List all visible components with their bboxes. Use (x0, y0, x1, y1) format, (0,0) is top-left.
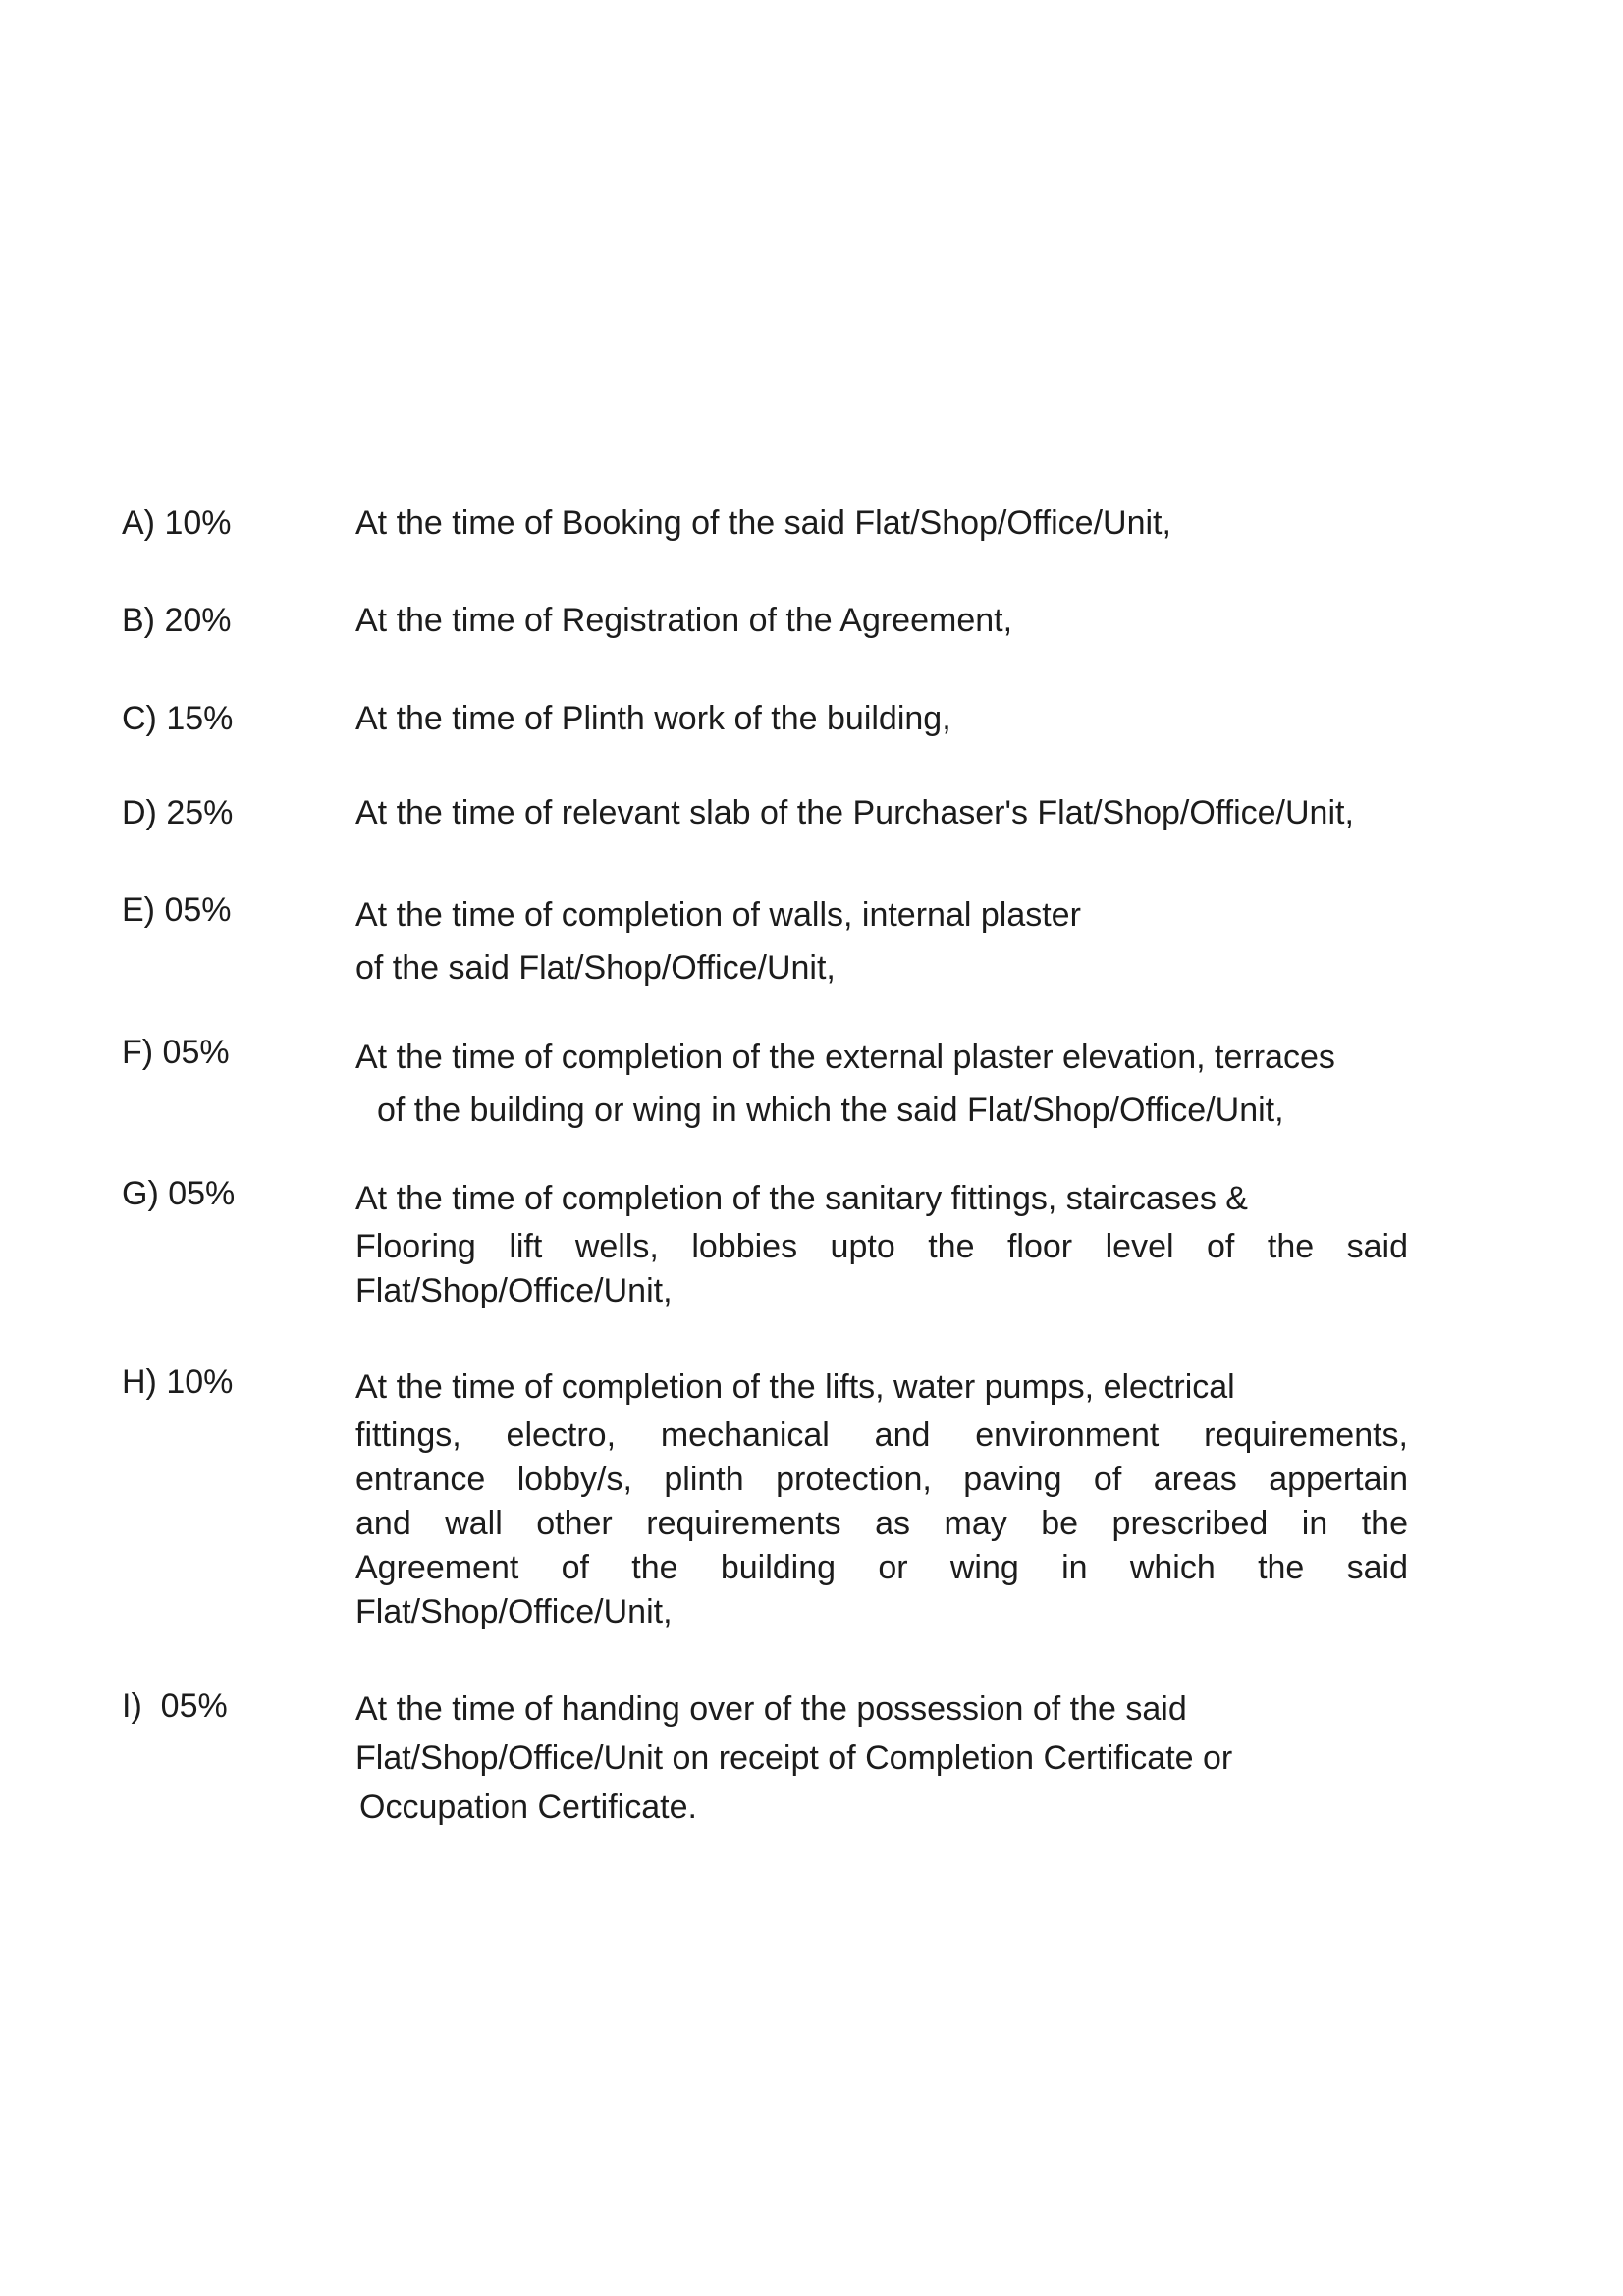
description-line: fittings, electro, mechanical and environment requirements, (355, 1416, 1408, 1454)
description-line: of the building or wing in which the said Flat/Shop/Office/Unit, (377, 1092, 1284, 1129)
description-line: Flat/Shop/Office/Unit on receipt of Completion Certificate or (355, 1739, 1233, 1777)
installment-description (355, 1172, 1408, 1313)
description-line: At the time of relevant slab of the Purchaser's Flat/Shop/Office/Unit, (355, 794, 1354, 831)
description-line: At the time of completion of the external plaster elevation, terraces (355, 1039, 1335, 1076)
description-line: At the time of Booking of the said Flat/Shop/Office/Unit, (355, 505, 1171, 542)
installment-description (355, 888, 1081, 994)
installment-description (355, 1361, 1408, 1634)
installment-description (355, 502, 1171, 546)
installment-description (355, 697, 951, 741)
installment-label: A) 10% (122, 505, 232, 542)
description-line: entrance lobby/s, plinth protection, paving of areas appertain (355, 1461, 1408, 1498)
installment-label: H) 10% (122, 1363, 234, 1401)
description-line: At the time of handing over of the possession of the said (355, 1690, 1187, 1728)
description-line: At the time of Registration of the Agreement, (355, 602, 1013, 639)
description-line: Flooring lift wells, lobbies upto the floor level of the said (355, 1228, 1408, 1265)
installment-description (355, 1031, 1335, 1137)
installment-label: I) 05% (122, 1687, 228, 1725)
installment-label: G) 05% (122, 1175, 236, 1212)
description-line: Occupation Certificate. (359, 1789, 697, 1826)
installment-description (355, 599, 1012, 643)
description-line: At the time of completion of the sanitary fittings, staircases & (355, 1180, 1248, 1217)
installment-description (355, 1684, 1232, 1832)
description-line: At the time of Plinth work of the building, (355, 700, 951, 737)
description-line: Flat/Shop/Office/Unit, (355, 1272, 673, 1309)
installment-description (355, 791, 1354, 835)
description-line: of the said Flat/Shop/Office/Unit, (355, 949, 836, 987)
description-line: At the time of completion of walls, internal plaster (355, 896, 1081, 934)
installment-label: C) 15% (122, 700, 234, 737)
installment-label: B) 20% (122, 602, 232, 639)
installment-label: F) 05% (122, 1034, 230, 1071)
description-line: and wall other requirements as may be prescribed in the (355, 1505, 1408, 1542)
description-line: Flat/Shop/Office/Unit, (355, 1593, 673, 1630)
installment-label: E) 05% (122, 891, 232, 929)
description-line: At the time of completion of the lifts, water pumps, electrical (355, 1368, 1235, 1406)
installment-label: D) 25% (122, 794, 234, 831)
description-line: Agreement of the building or wing in which the said (355, 1549, 1408, 1586)
